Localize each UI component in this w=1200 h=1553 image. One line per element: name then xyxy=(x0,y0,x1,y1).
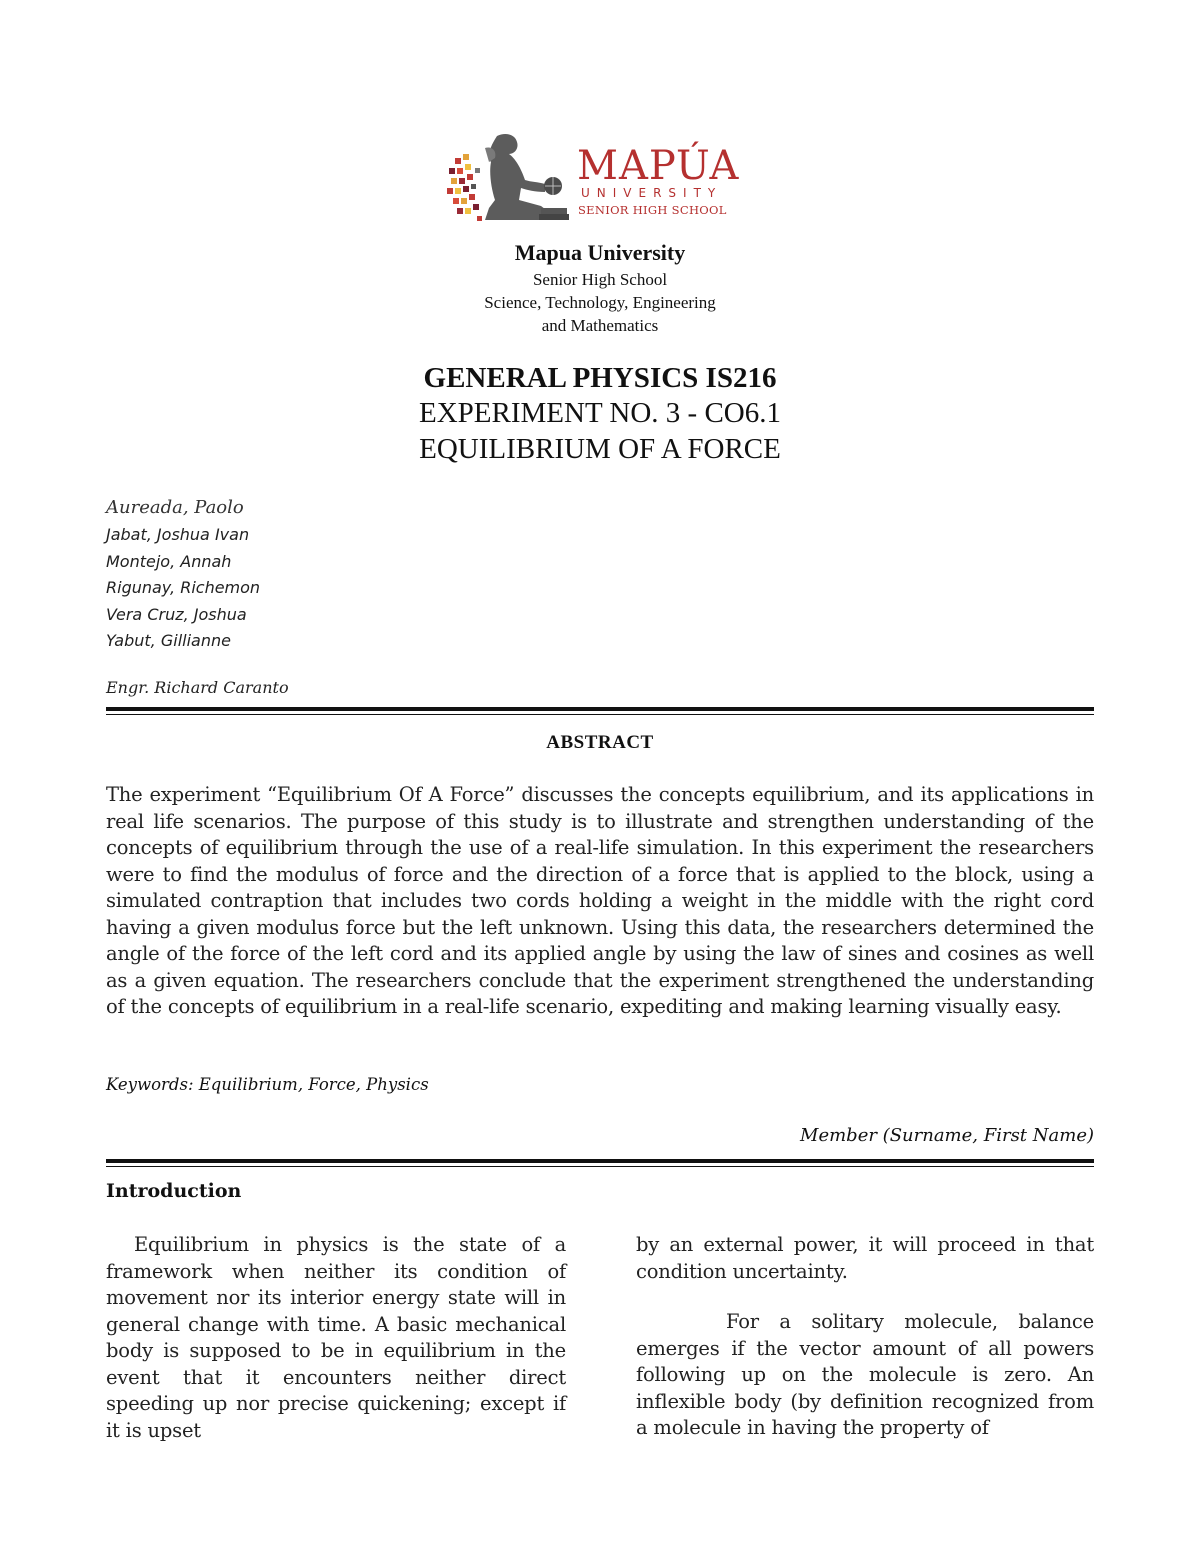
logo-school: SENIOR HIGH SCHOOL xyxy=(578,203,727,217)
experiment-title: EQUILIBRIUM OF A FORCE xyxy=(419,433,781,465)
introduction-heading: Introduction xyxy=(106,1180,242,1202)
course-title: GENERAL PHYSICS IS216 xyxy=(423,362,777,394)
university-logo xyxy=(445,128,745,228)
introduction-column-left xyxy=(106,1232,566,1444)
keywords: Keywords: Equilibrium, Force, Physics xyxy=(106,1075,429,1094)
abstract-body: The experiment “Equilibrium Of A Force” discusses the concepts equilibrium, and its applications in real life scenarios. The purpose of this study is to illustrate and strengthen understanding of the concepts of equilibrium through the use of a real-life simulation. In this experiment the researchers were to find the modulus of force and the direction of a force that is applied to the block, using a simulated contraption that includes two cords holding a weight in the middle with the right cord having a given modulus force but the left unknown. Using this data, the researchers determined the angle of the force of the left cord and its applied angle by using the law of sines and cosines as well as a given equation. The researchers conclude that the experiment strengthened the understanding of the concepts of equilibrium in a real-life scenario, expediting and making learning visually easy. xyxy=(106,783,1094,1018)
author-name: Montejo, Annah xyxy=(106,551,232,571)
experiment-number: EXPERIMENT NO. 3 - CO6.1 xyxy=(419,397,781,429)
divider xyxy=(106,1166,1094,1167)
divider xyxy=(106,1159,1094,1163)
institution-line-3: and Mathematics xyxy=(541,316,659,335)
divider xyxy=(106,707,1094,711)
member-note: Member (Surname, First Name) xyxy=(800,1125,1094,1146)
divider xyxy=(106,714,1094,715)
author-name: Yabut, Gillianne xyxy=(106,631,231,650)
institution-name: Mapua University xyxy=(514,240,686,265)
introduction-column-right xyxy=(636,1232,1094,1442)
author-name: Aureada, Paolo xyxy=(106,497,244,518)
paragraph: by an external power, it will proceed in that condition uncertainty. xyxy=(636,1233,1094,1283)
abstract-heading: ABSTRACT xyxy=(546,732,654,753)
author-list xyxy=(106,494,260,655)
author-name: Jabat, Joshua Ivan xyxy=(106,525,250,544)
instructor-name: Engr. Richard Caranto xyxy=(106,678,289,697)
paragraph: Equilibrium in physics is the state of a framework when neither its condition of movement nor its interior energy state will in general change with time. A basic mechanical body is supposed to be in equilibrium in the event that it encounters neither direct speeding up nor precise quickening; except if it is upset xyxy=(106,1233,566,1442)
logo-university: UNIVERSITY xyxy=(581,186,723,200)
paragraph: For a solitary molecule, balance emerges if the vector amount of all powers following up on the molecule is zero. An inflexible body (by definition recognized from a molecule in having the property of xyxy=(636,1310,1094,1439)
logo-wordmark: MAPÚA xyxy=(577,143,740,189)
author-name: Vera Cruz, Joshua xyxy=(106,604,247,624)
institution-line-2: Science, Technology, Engineering xyxy=(484,293,716,312)
institution-line-1: Senior High School xyxy=(532,270,668,289)
author-name: Rigunay, Richemon xyxy=(106,578,261,597)
